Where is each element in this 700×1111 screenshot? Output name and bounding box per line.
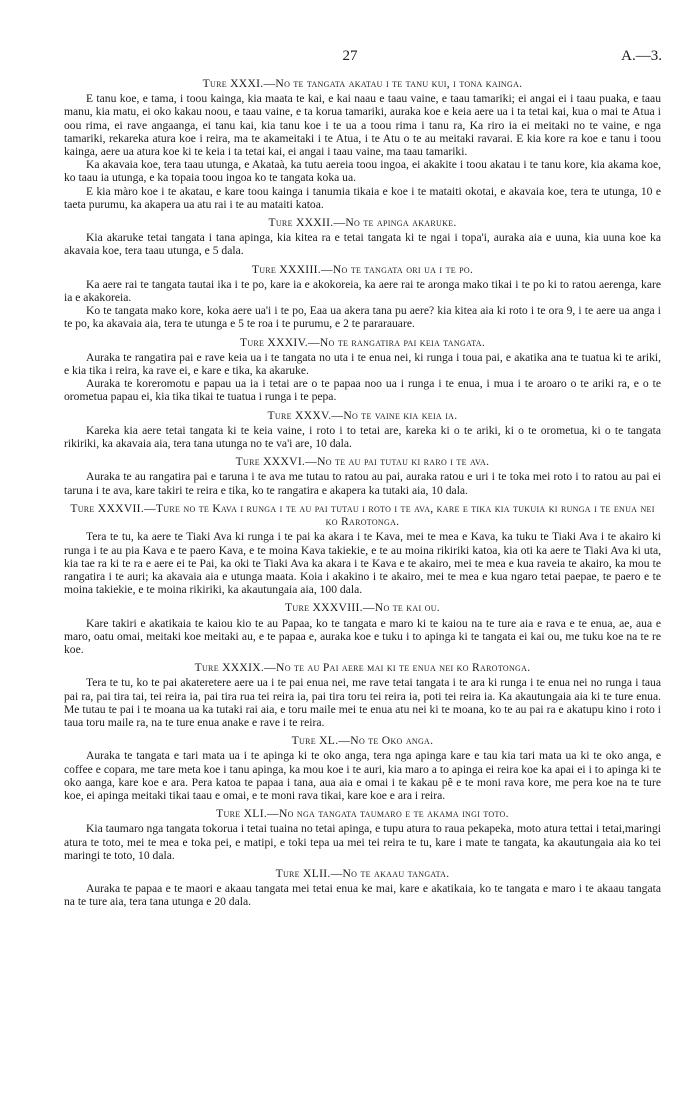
section-heading-text: Ture XXXVI.—No te au pai tutau ki raro i te ava. (235, 455, 490, 469)
section-paragraph: Auraka te papaa e te maori e akaau tangata mei tetai enua ke mai, kare e akatikaia, ko te tangata e maro i te akaau tangata na te ture aia, tera tana utunga e 20 dala. (64, 882, 661, 909)
law-section (64, 263, 661, 331)
section-heading (64, 263, 661, 276)
section-paragraph: Kareka kia aere tetai tangata ki te keia vaine, i roto i to tetai are, kareka ki o te ariki, ki o te orometua, ki o te tangata rikiriki, ka akavaia aia, tera tana utunga no te va'i are, 10 dala. (64, 423, 661, 451)
law-section (64, 661, 661, 729)
section-paragraph: Kare takiri e akatikaia te kaiou kio te au Papaa, ko te tangata e maro ki te kaiou na te ture aia e rava e te enua, ae, aua e maro, oatu omai, meitaki koe meitaki au, e te papaa e, auraka koe e tuku i to apinga ki te tangata ei kai ou, me tuku koe na te re koe. (64, 616, 661, 656)
section-paragraph: Tera te tu, ko te pai akateretere aere ua i te pai enua nei, me rave tetai tangata i te ara ki runga i te enua nei no runga i taua pai ra, pai tira tai, tei reira ia, pai tira rua tei reira ia, pai tira toru tei reira ia, poti tei reira ia. Ka akautungaia aia ki te ture enua. Me tutau te pai i te moana ua ka tutaki rai aia, e toru maile mei te enua atu nei ki te moana, ko te au pai ra e akatupu kino i roto i taua toru maile ra, na te ture enua anake e rave i te reira. (64, 676, 661, 729)
section-heading-text: Ture XXXV.—No te vaine kia keia ia. (267, 408, 458, 422)
document-reference: A.—3. (621, 48, 662, 64)
section-heading-text: Ture XL.—No te Oko anga. (291, 734, 434, 748)
section-heading-text: Ture XXXVII.—Ture no te Kava i runga i te au pai tutau i roto i te ava, kare e tika kia tukuia ki runga i te enua nei ko Rarotonga. (70, 501, 655, 529)
law-section (64, 807, 661, 862)
section-paragraph: Auraka te tangata e tari mata ua i te apinga ki te oko anga, tera nga apinga kare e tau kia tari mata ua ki te oko anga, e coffee e copara, me tare meta koe i tanu apinga, ka mou koe i te auri, kia maro a to apinga ei reira koe ka apai ei i to apinga ki te oko aanga, kare koe e ara. Pera katoa te papaa i tana, aua aia e omai i te kakau pê e te moni rava kore, me pera koe na te ture koe, ei apinga meitaki tikai taau e omai, e te moni rava tikai, kare koe e ara i reira. (64, 749, 661, 802)
law-section (64, 216, 661, 258)
section-heading (64, 502, 661, 528)
section-heading (64, 601, 661, 614)
page-body (64, 77, 661, 914)
section-heading (64, 77, 661, 90)
law-section (64, 336, 661, 404)
section-heading-text: Ture XXXI.—No te tangata akatau i te tanu kui, i tona kainga. (202, 77, 523, 90)
section-heading (64, 734, 661, 747)
section-heading-text: Ture XLII.—No te akaau tangata. (275, 866, 450, 880)
law-section (64, 502, 661, 596)
law-section (64, 455, 661, 497)
section-heading-text: Ture XXXVIII.—No te kai ou. (285, 601, 440, 615)
section-paragraph: Kia taumaro nga tangata tokorua i tetai tuaina no tetai apinga, e tupu atura to raua pekapeka, moto atura tettai i tetai,maringi atura te toto, mei te mea e toka pei, e matipi, e toki tepa ua mei tei reira te tu, kare i mate te tangata, ka akautungaia aia ko tei maringi te toto, 10 dala. (64, 822, 661, 862)
law-section (64, 601, 661, 656)
section-heading (64, 867, 661, 880)
section-paragraph: E kia màro koe i te akatau, e kare toou kainga i tanumia tikaia e koe i te mataiti okotai, e akavaia koe, tera te utunga, 10 e taeta purumu, ka akapera ua atu rai i te au mataiti katoa. (64, 184, 661, 211)
law-section (64, 77, 661, 211)
section-heading (64, 807, 661, 820)
section-paragraph: E tanu koe, e tama, i toou kainga, kia maata te kai, e kai naau e taau vaine, e taau tamariki; ei angai ei i taau puaka, e taau manu, kia matu, ei oko kakau noou, e taau vaine, e ta korua tamariki, auraka koe e keia aere ua i ta tetai kai, kua o mai te Atua i oou rima, ei rave angaanga, ei tanu kai, kia tanu koe i te ua a toou rima i tanu ra, Ka riro ia ei meitaki no te vaine, e nga tamariki, rekareka atura koe i reira, ma te akameitaki i te Atua, i te Atu o te au meitaki ravarai. E kia kore ra koe e tanu i toou kainga, aere ua atura koe ki te keia i ta tetai kai, ei angai i taau vaine, ma taau tamariki. (64, 92, 661, 159)
section-heading (64, 661, 661, 674)
section-paragraph: Ko te tangata mako kore, koka aere ua'i i te po, Eaa ua akera tana pu aere? kia kitea aia ki roto i te ora 9, i te aere ua anga i te po, ka akavaia aia, tera te utunga e 5 te roa i te purumu, e 2 te pararauare. (64, 304, 661, 331)
law-section (64, 734, 661, 802)
section-heading-text: Ture XXXIX.—No te au Pai aere mai ki te enua nei ko Rarotonga. (194, 661, 531, 675)
section-heading-text: Ture XXXII.—No te apinga akaruke. (268, 216, 457, 230)
section-heading-text: Ture XXXIII.—No te tangata ori ua i te po. (251, 262, 474, 276)
section-heading-text: Ture XLI.—No nga tangata taumaro e te akama ingi toto. (216, 807, 509, 821)
section-heading (64, 336, 661, 349)
section-heading-text: Ture XXXIV.—No te rangatira pai keia tangata. (239, 335, 486, 349)
section-paragraph: Tera te tu, ka aere te Tiaki Ava ki runga i te pai ka akara i te Kava, mei te mea e Kava, ka tuku te Tiaki Ava i te akairo ki runga i te au pia Kava e te paero Kava, e te moina Kava takiekie, e te au moina rikiriki katoa, kia oti ka aere te Tiaki Ava ki uta, kia tae ra ki te ra e aere ei te Pai, ka oki te Tiaki Ava ka akara i te Kava e te akairo, mei te mea e kua raveia te akairo, ka mou te rangatira i te auri; ka akavaia aia e utunga maata. Koia i akakino i te akairo, mei te mea e kua ngaro tetai paepae, te paero e te moina takiekie, e te moina rikiriki, ka akautungaia aia, 100 dala. (64, 530, 661, 597)
section-paragraph: Auraka te koreromotu e papau ua ia i tetai are o te papaa noo ua i runga i te enua, i mua i te aroaro o te ariki ra, e o te orometua papau ei, kia tika tikai te tuatua i runga i te pepa. (64, 377, 661, 404)
section-heading (64, 409, 661, 422)
law-section (64, 867, 661, 909)
section-heading (64, 455, 661, 468)
law-section (64, 409, 661, 451)
section-paragraph: Kia akaruke tetai tangata i tana apinga, kia kitea ra e tetai tangata ki te ngai i topa'i, auraka aia e uuna, kia uuna koe ka akavaia koe, tera taau utunga, e 5 dala. (64, 231, 661, 258)
section-paragraph: Ka akavaia koe, tera taau utunga, e Akataà, ka tutu aereia toou ingoa, ei akakite i toou akatau i te tanu kore, kia akama koe, ko taau ia utunga, e ka topaia toou ingoa ko te tangata koka ua. (64, 158, 661, 185)
section-paragraph: Auraka te au rangatira pai e taruna i te ava me tutau to ratou au pai, auraka ratou e uri i te toka mei roto i to ratou au pai ei taruna i te ava, kare takiri te reira e tika, ko te rangatira e akapera ka tutaki aia, 10 dala. (64, 470, 661, 497)
section-paragraph: Auraka te rangatira pai e rave keia ua i te tangata no uta i te enua nei, ki runga i toua pai, e akatika ana te tuatua ki te ariki, e kia tika i reira, ka rave ei, e kare e tika, ka akaruke. (64, 350, 661, 378)
section-heading (64, 216, 661, 229)
page-number: 27 (342, 48, 358, 64)
section-paragraph: Ka aere rai te tangata tautai ika i te po, kare ia e akokoreia, ka aere rai te aronga mako tikai i te po ki to ratou aerenga, kare ia e akakoreia. (64, 277, 661, 305)
